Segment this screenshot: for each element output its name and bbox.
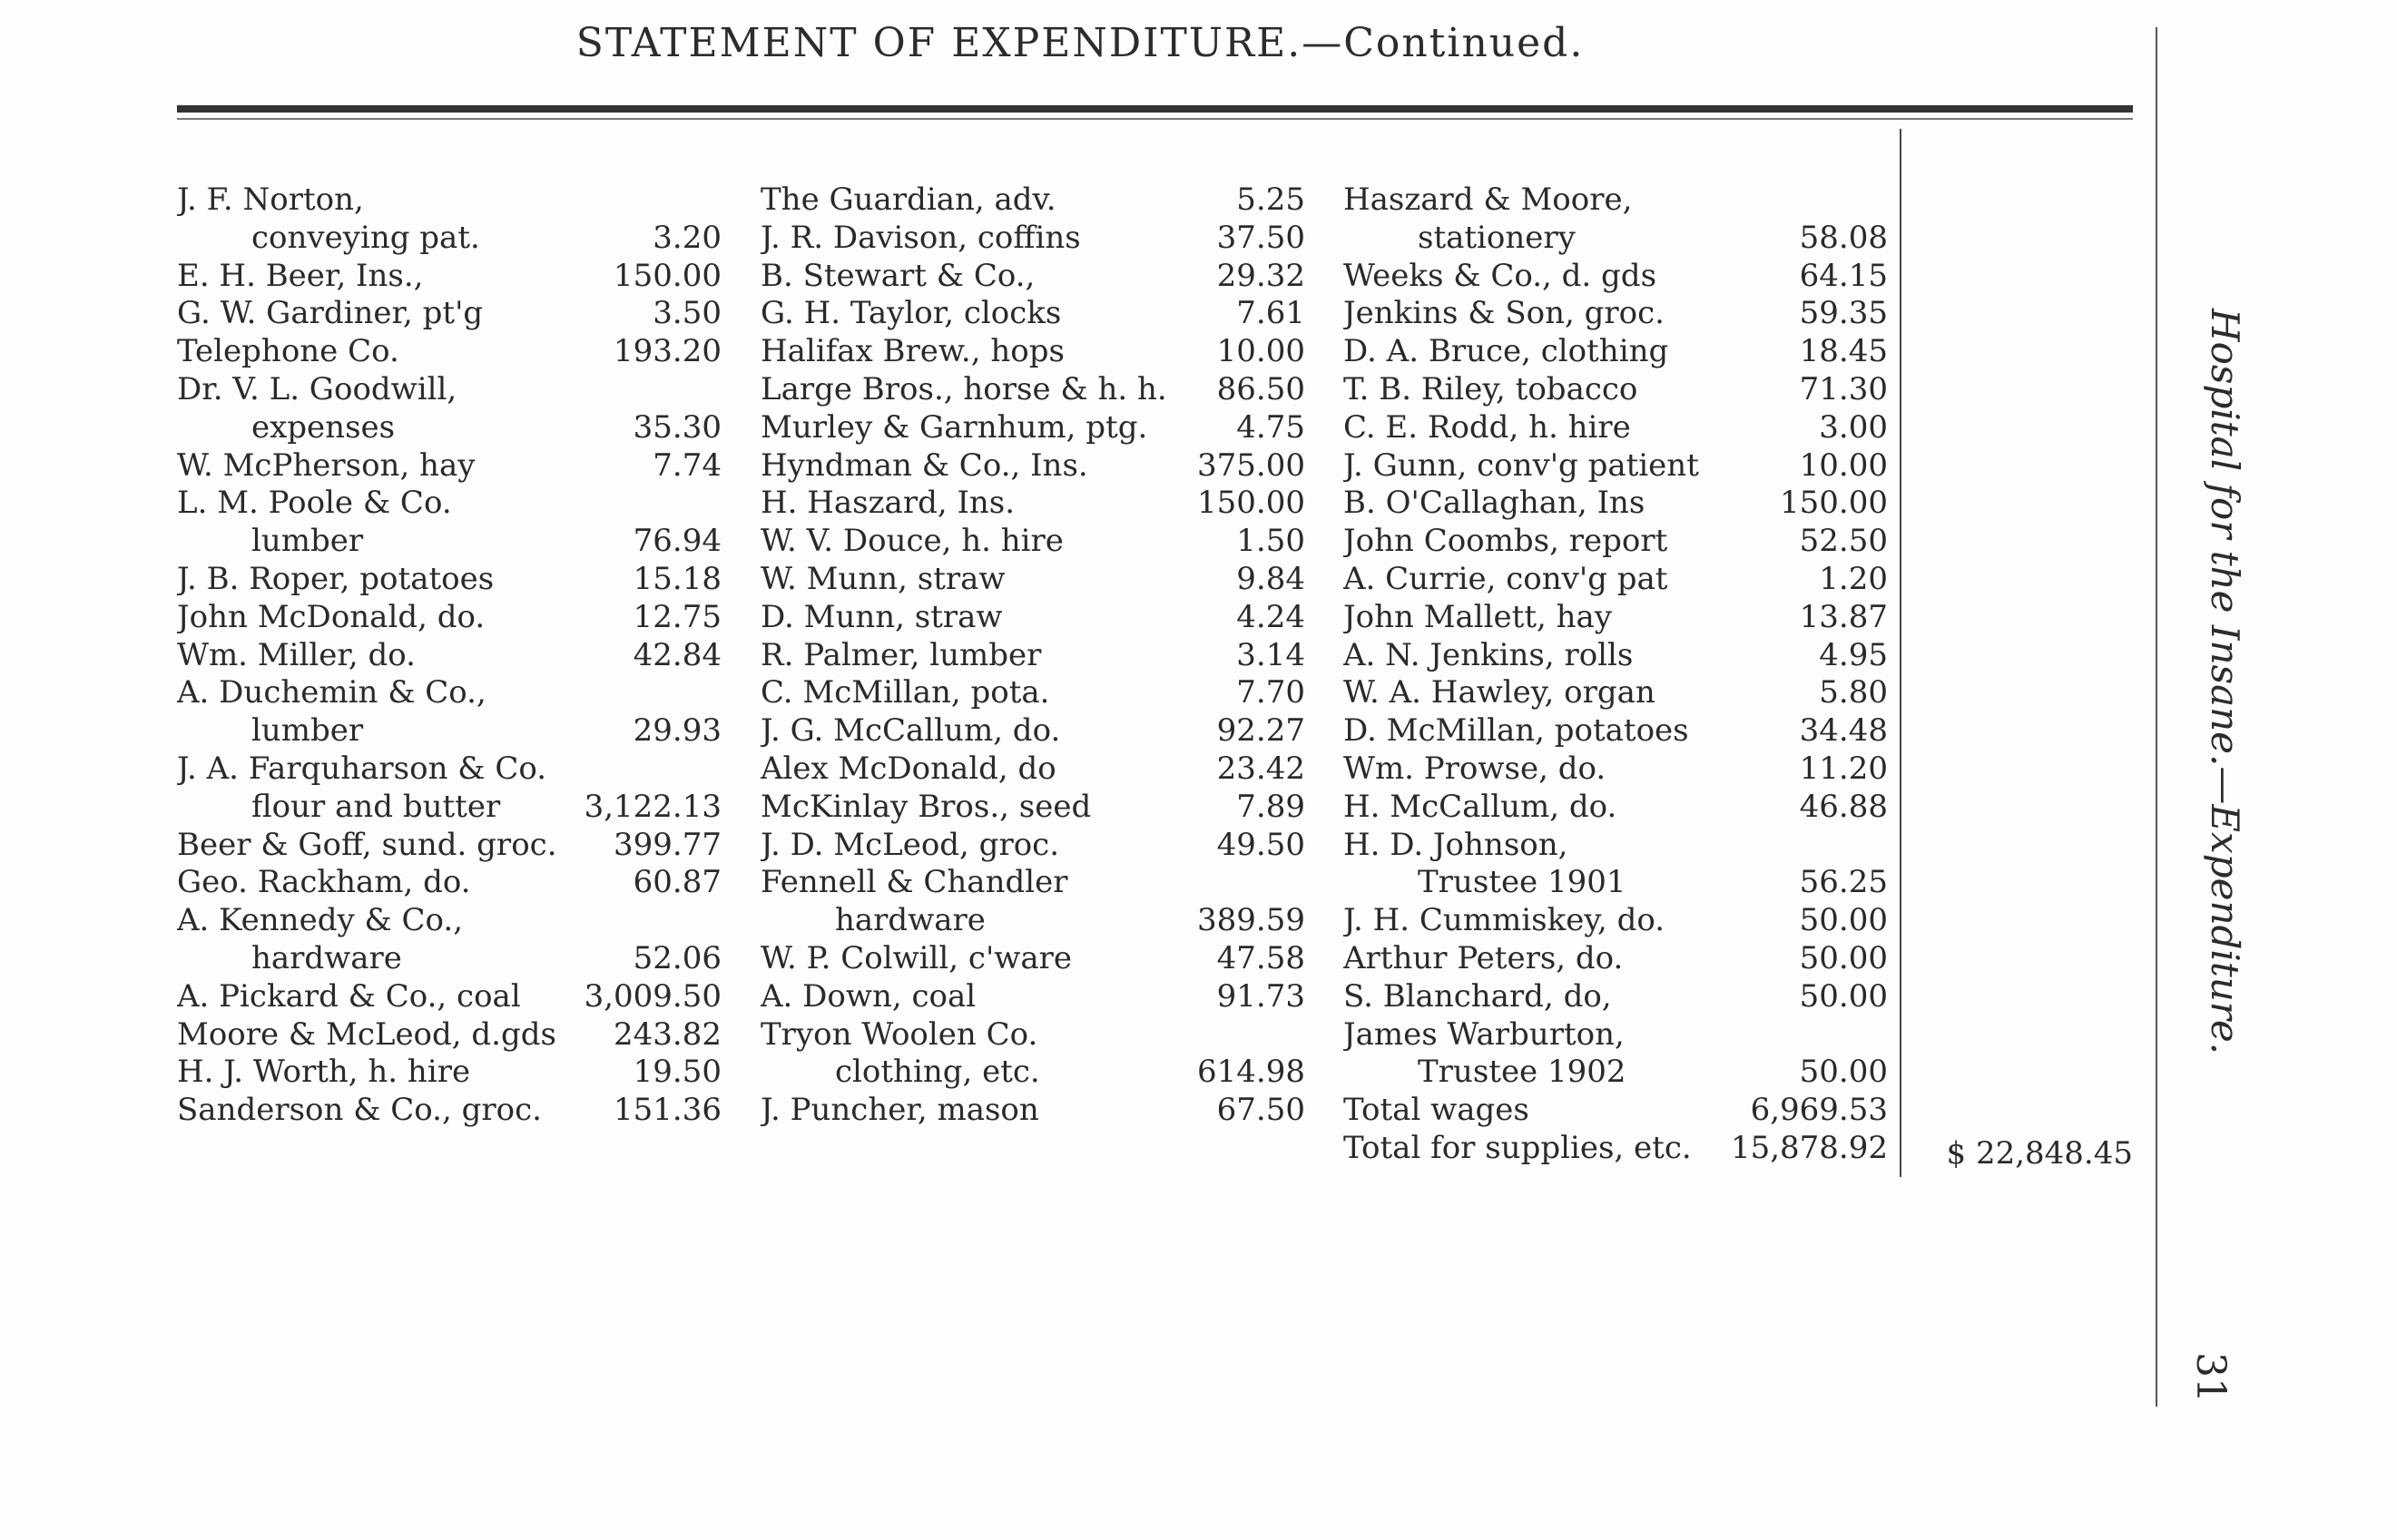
page-title: STATEMENT OF EXPENDITURE.—Continued. [575, 20, 1585, 66]
expenditure-entry [761, 258, 1305, 296]
expenditure-entry [761, 1016, 1305, 1054]
expenditure-entry [177, 978, 722, 1016]
entry-amount: 4.75 [1236, 408, 1305, 446]
entry-amount: 4.95 [1819, 636, 1888, 673]
entry-amount: 67.50 [1216, 1092, 1305, 1129]
header-rule-thin [177, 118, 2133, 120]
entry-amount: 23.42 [1216, 750, 1305, 787]
expenditure-entry [177, 295, 722, 333]
entry-amount: 29.93 [633, 712, 722, 750]
expenditure-entry [177, 750, 722, 789]
entry-amount: 56.25 [1799, 864, 1888, 901]
expenditure-entry [177, 409, 722, 447]
entry-amount: 29.32 [1216, 257, 1305, 294]
entry-amount: 52.50 [1799, 523, 1888, 560]
expenditure-entry [177, 220, 722, 258]
expenditure-entry [177, 1016, 722, 1054]
entry-description: Sanderson & Co., groc. [177, 1092, 542, 1129]
entry-description: A. Currie, conv'g pat [1343, 560, 1668, 597]
expenditure-entry [1343, 940, 1888, 978]
expenditure-column-1 [177, 181, 722, 1130]
entry-amount: 64.15 [1799, 257, 1888, 294]
entry-description: Tryon Woolen Co. [761, 1015, 1038, 1053]
entry-amount: 193.20 [614, 333, 722, 370]
expenditure-entry [177, 258, 722, 296]
expenditure-entry [177, 864, 722, 902]
expenditure-entry [761, 789, 1305, 827]
entry-description: hardware [835, 902, 986, 939]
entry-description: W. P. Colwill, c'ware [761, 939, 1073, 976]
entry-amount: 150.00 [614, 257, 722, 294]
entry-amount: 58.08 [1799, 219, 1888, 256]
entry-amount: 46.88 [1799, 788, 1888, 825]
entry-description: Geo. Rackham, do. [177, 864, 471, 901]
expenditure-entry [761, 220, 1305, 258]
expenditure-entry [761, 333, 1305, 371]
entry-amount: 150.00 [1197, 485, 1305, 522]
expenditure-entry [1343, 333, 1888, 371]
expenditure-entry [761, 599, 1305, 637]
entry-description: E. H. Beer, Ins., [177, 257, 424, 294]
entry-description: Wm. Prowse, do. [1343, 750, 1606, 787]
expenditure-entry [761, 750, 1305, 789]
expenditure-entry [177, 637, 722, 675]
entry-description: J. H. Cummiskey, do. [1343, 902, 1665, 939]
entry-description: A. Duchemin & Co., [177, 674, 486, 711]
expenditure-entry [761, 371, 1305, 409]
entry-description: C. E. Rodd, h. hire [1343, 408, 1631, 446]
expenditure-entry [761, 712, 1305, 750]
expenditure-entry [761, 523, 1305, 561]
expenditure-entry [177, 561, 722, 599]
expenditure-entry [761, 978, 1305, 1016]
page-number: 31 [2187, 1352, 2234, 1403]
entry-amount: 19.50 [633, 1054, 722, 1091]
entry-amount: 243.82 [614, 1015, 722, 1053]
expenditure-entry [761, 940, 1305, 978]
entry-description: McKinlay Bros., seed [761, 788, 1092, 825]
entry-amount: 50.00 [1799, 977, 1888, 1015]
entry-description: flour and butter [251, 788, 501, 825]
expenditure-entry [761, 409, 1305, 447]
entry-description: Large Bros., horse & h. h. [761, 370, 1167, 407]
entry-amount: 10.00 [1216, 333, 1305, 370]
entry-description: Trustee 1902 [1418, 1054, 1626, 1091]
entry-amount: 3,009.50 [584, 977, 722, 1015]
expenditure-column-3 [1343, 181, 1888, 1168]
expenditure-column-2 [761, 181, 1305, 1130]
expenditure-entry [1343, 1092, 1888, 1130]
entry-amount: 3,122.13 [584, 788, 722, 825]
entry-description: John Coombs, report [1343, 523, 1668, 560]
entry-amount: 71.30 [1799, 370, 1888, 407]
entry-description: J. A. Farquharson & Co. [177, 750, 547, 787]
entry-description: John Mallett, hay [1343, 598, 1612, 635]
expenditure-entry [761, 674, 1305, 712]
expenditure-entry [1343, 258, 1888, 296]
entry-amount: 12.75 [633, 598, 722, 635]
entry-description: S. Blanchard, do, [1343, 977, 1612, 1015]
grand-total: $ 22,848.45 [1946, 1135, 2133, 1172]
entry-description: Arthur Peters, do. [1343, 939, 1624, 976]
entry-description: D. A. Bruce, clothing [1343, 333, 1669, 370]
entry-amount: 60.87 [633, 864, 722, 901]
entry-amount: 86.50 [1216, 370, 1305, 407]
margin-divider [2156, 27, 2157, 1407]
expenditure-entry [177, 674, 722, 712]
entry-description: Wm. Miller, do. [177, 636, 416, 673]
entry-amount: 49.50 [1216, 826, 1305, 863]
entry-amount: 7.70 [1236, 674, 1305, 711]
expenditure-entry [761, 295, 1305, 333]
entry-amount: 15.18 [633, 560, 722, 597]
entry-description: D. Munn, straw [761, 598, 1003, 635]
entry-description: Fennell & Chandler [761, 864, 1068, 901]
entry-description: L. M. Poole & Co. [177, 485, 452, 522]
expenditure-entry [177, 181, 722, 220]
expenditure-entry [761, 864, 1305, 902]
entry-amount: 37.50 [1216, 219, 1305, 256]
entry-description: G. H. Taylor, clocks [761, 295, 1062, 332]
entry-amount: 151.36 [614, 1092, 722, 1129]
expenditure-entry [761, 485, 1305, 523]
entry-description: B. Stewart & Co., [761, 257, 1036, 294]
entry-description: lumber [251, 712, 364, 750]
entry-amount: 150.00 [1780, 485, 1888, 522]
entry-description: Jenkins & Son, groc. [1343, 295, 1665, 332]
entry-description: stationery [1418, 219, 1576, 256]
expenditure-entry [1343, 561, 1888, 599]
entry-description: clothing, etc. [835, 1054, 1040, 1091]
expenditure-entry [1343, 902, 1888, 940]
expenditure-entry [177, 1054, 722, 1092]
entry-amount: 50.00 [1799, 902, 1888, 939]
expenditure-entry [1343, 220, 1888, 258]
entry-description: J. D. McLeod, groc. [761, 826, 1060, 863]
entry-amount: 5.80 [1819, 674, 1888, 711]
entry-amount: 3.00 [1819, 408, 1888, 446]
entry-amount: 7.61 [1236, 295, 1305, 332]
expenditure-entry [177, 333, 722, 371]
entry-description: A. Kennedy & Co., [177, 902, 464, 939]
expenditure-entry [1343, 181, 1888, 220]
entry-description: Trustee 1901 [1418, 864, 1626, 901]
entry-amount: 10.00 [1799, 446, 1888, 484]
entry-amount: 7.89 [1236, 788, 1305, 825]
entry-description: A. Down, coal [761, 977, 977, 1015]
expenditure-entry [177, 902, 722, 940]
expenditure-entry [1343, 409, 1888, 447]
entry-description: hardware [251, 939, 402, 976]
entry-description: T. B. Riley, tobacco [1343, 370, 1638, 407]
entry-description: Total wages [1343, 1092, 1529, 1129]
entry-amount: 375.00 [1197, 446, 1305, 484]
entry-description: J. Gunn, conv'g patient [1343, 446, 1699, 484]
entry-description: H. McCallum, do. [1343, 788, 1617, 825]
expenditure-entry [177, 789, 722, 827]
entry-amount: 614.98 [1197, 1054, 1305, 1091]
entry-amount: 3.14 [1236, 636, 1305, 673]
expenditure-entry [1343, 827, 1888, 865]
expenditure-entry [177, 485, 722, 523]
entry-amount: 6,969.53 [1750, 1092, 1888, 1129]
entry-amount: 91.73 [1216, 977, 1305, 1015]
header-rule [177, 105, 2133, 113]
expenditure-entry [1343, 750, 1888, 789]
entry-amount: 15,878.92 [1730, 1129, 1888, 1166]
expenditure-entry [177, 371, 722, 409]
entry-description: Dr. V. L. Goodwill, [177, 370, 457, 407]
expenditure-entry [1343, 1054, 1888, 1092]
entry-amount: 389.59 [1197, 902, 1305, 939]
entry-description: Moore & McLeod, d.gds [177, 1015, 556, 1053]
entry-description: conveying pat. [251, 219, 480, 256]
entry-description: J. F. Norton, [177, 181, 364, 218]
entry-amount: 399.77 [614, 826, 722, 863]
entry-description: J. G. McCallum, do. [761, 712, 1061, 750]
expenditure-entry [1343, 295, 1888, 333]
entry-description: Beer & Goff, sund. groc. [177, 826, 557, 863]
expenditure-entry [1343, 447, 1888, 486]
expenditure-entry [177, 599, 722, 637]
expenditure-entry [1343, 864, 1888, 902]
entry-description: H. Haszard, Ins. [761, 485, 1016, 522]
expenditure-entry [1343, 674, 1888, 712]
entry-description: B. O'Callaghan, Ins [1343, 485, 1645, 522]
expenditure-entry [1343, 978, 1888, 1016]
entry-amount: 59.35 [1799, 295, 1888, 332]
entry-amount: 76.94 [633, 523, 722, 560]
entry-description: Murley & Garnhum, ptg. [761, 408, 1148, 446]
expenditure-entry [761, 1092, 1305, 1130]
entry-amount: 3.50 [653, 295, 722, 332]
expenditure-entry [761, 561, 1305, 599]
side-title: Hospital for the Insane.—Expenditure. [2203, 309, 2247, 1055]
entry-description: James Warburton, [1343, 1015, 1625, 1053]
entry-description: C. McMillan, pota. [761, 674, 1050, 711]
entry-amount: 1.20 [1819, 560, 1888, 597]
entry-description: H. J. Worth, h. hire [177, 1054, 471, 1091]
entry-description: A. Pickard & Co., coal [177, 977, 521, 1015]
expenditure-entry [177, 1092, 722, 1130]
entry-description: J. Puncher, mason [761, 1092, 1039, 1129]
expenditure-entry [761, 902, 1305, 940]
entry-amount: 52.06 [633, 939, 722, 976]
expenditure-entry [1343, 485, 1888, 523]
entry-description: W. V. Douce, h. hire [761, 523, 1064, 560]
entry-amount: 1.50 [1236, 523, 1305, 560]
entry-description: expenses [251, 408, 396, 446]
entry-description: A. N. Jenkins, rolls [1343, 636, 1634, 673]
entry-amount: 92.27 [1216, 712, 1305, 750]
expenditure-entry [177, 523, 722, 561]
entry-description: Haszard & Moore, [1343, 181, 1633, 218]
entry-description: Halifax Brew., hops [761, 333, 1065, 370]
expenditure-entry [761, 447, 1305, 486]
expenditure-entry [1343, 637, 1888, 675]
entry-description: D. McMillan, potatoes [1343, 712, 1689, 750]
entry-description: H. D. Johnson, [1343, 826, 1568, 863]
entry-description: W. Munn, straw [761, 560, 1006, 597]
entry-amount: 18.45 [1799, 333, 1888, 370]
expenditure-entry [1343, 789, 1888, 827]
entry-description: Weeks & Co., d. gds [1343, 257, 1657, 294]
entry-description: R. Palmer, lumber [761, 636, 1042, 673]
entry-amount: 42.84 [633, 636, 722, 673]
entry-amount: 34.48 [1799, 712, 1888, 750]
total-column-divider [1900, 129, 1901, 1177]
expenditure-entry [761, 637, 1305, 675]
entry-amount: 4.24 [1236, 598, 1305, 635]
expenditure-entry [761, 1054, 1305, 1092]
entry-amount: 5.25 [1236, 181, 1305, 218]
entry-amount: 3.20 [653, 219, 722, 256]
entry-description: John McDonald, do. [177, 598, 486, 635]
entry-description: Telephone Co. [177, 333, 399, 370]
expenditure-entry [177, 940, 722, 978]
expenditure-entry [761, 181, 1305, 220]
entry-description: J. B. Roper, potatoes [177, 560, 495, 597]
expenditure-entry [177, 712, 722, 750]
entry-amount: 50.00 [1799, 939, 1888, 976]
entry-description: The Guardian, adv. [761, 181, 1056, 218]
entry-amount: 47.58 [1216, 939, 1305, 976]
entry-description: Total for supplies, etc. [1343, 1129, 1692, 1166]
entry-amount: 13.87 [1799, 598, 1888, 635]
entry-amount: 50.00 [1799, 1054, 1888, 1091]
expenditure-entry [177, 827, 722, 865]
entry-description: W. A. Hawley, organ [1343, 674, 1655, 711]
entry-description: lumber [251, 523, 364, 560]
entry-description: J. R. Davison, coffins [761, 219, 1081, 256]
entry-description: G. W. Gardiner, pt'g [177, 295, 484, 332]
entry-amount: 35.30 [633, 408, 722, 446]
expenditure-entry [1343, 1130, 1888, 1168]
expenditure-entry [1343, 371, 1888, 409]
expenditure-entry [1343, 712, 1888, 750]
expenditure-entry [1343, 1016, 1888, 1054]
entry-amount: 9.84 [1236, 560, 1305, 597]
entry-description: Hyndman & Co., Ins. [761, 446, 1088, 484]
expenditure-entry [1343, 599, 1888, 637]
expenditure-entry [1343, 523, 1888, 561]
expenditure-entry [177, 447, 722, 486]
entry-description: Alex McDonald, do [761, 750, 1056, 787]
expenditure-entry [761, 827, 1305, 865]
entry-amount: 7.74 [653, 446, 722, 484]
entry-description: W. McPherson, hay [177, 446, 476, 484]
entry-amount: 11.20 [1799, 750, 1888, 787]
